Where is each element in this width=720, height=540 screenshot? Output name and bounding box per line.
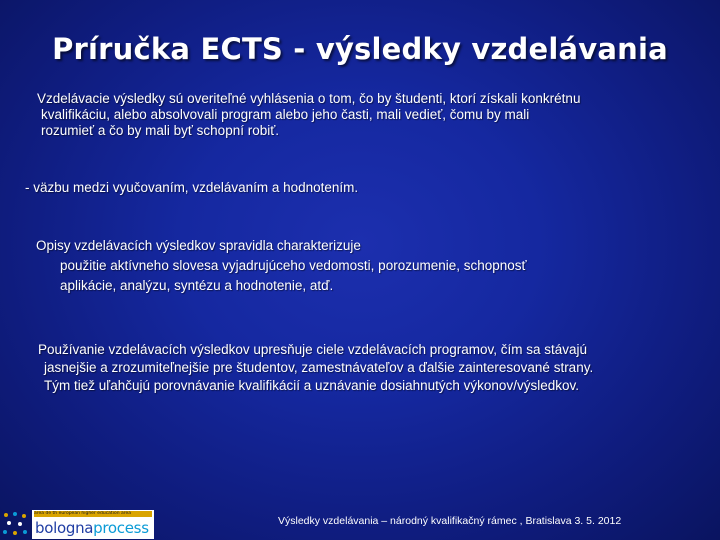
text-line: aplikácie, analýzu, syntézu a hodnotenie, atď.: [60, 278, 334, 293]
text-line: - väzbu medzi vyučovaním, vzdelávaním a hodnotením.: [25, 180, 359, 195]
teaching-learning-link: [25, 180, 358, 196]
text-line: rozumieť a čo by mali byť schopní robiť.: [41, 123, 280, 138]
text-line: Opisy vzdelávacích výsledkov spravidla charakterizuje: [36, 238, 361, 253]
logo-panel: [32, 510, 154, 539]
stars-icon: [2, 511, 28, 537]
slide-footer: Výsledky vzdelávania – národný kvalifikačný rámec , Bratislava 3. 5. 2012: [278, 515, 622, 527]
text-line: Tým tiež uľahčujú porovnávanie kvalifikácií a uznávanie dosiahnutých výkonov/výsledkov.: [44, 378, 579, 393]
learning-outcomes-definition: [37, 91, 580, 139]
logo-word-process: process: [93, 519, 149, 537]
logo-tagline: area de th european higher education area: [34, 511, 152, 517]
learning-outcomes-descriptions: [36, 236, 527, 296]
text-line: Vzdelávacie výsledky sú overiteľné vyhlásenia o tom, čo by študenti, ktorí získali konkrétnu: [37, 91, 581, 106]
text-line: jasnejšie a zrozumiteľnejšie pre študentov, zamestnávateľov a ďalšie zainteresované strany.: [44, 360, 594, 375]
text-line: kvalifikáciu, alebo absolvovali program alebo jeho časti, mali vedieť, čomu by mali: [41, 107, 530, 122]
slide-title: Príručka ECTS - výsledky vzdelávania: [52, 32, 668, 66]
logo-word-bologna: bologna: [35, 519, 94, 537]
text-line: použitie aktívneho slovesa vyjadrujúceho vedomosti, porozumenie, schopnosť: [60, 258, 527, 273]
bologna-process-logo: [0, 508, 156, 540]
learning-outcomes-usage: [38, 341, 593, 395]
logo-wordmark: [35, 519, 149, 537]
text-line: Používanie vzdelávacích výsledkov upresňuje ciele vzdelávacích programov, čím sa stávajú: [38, 342, 588, 357]
